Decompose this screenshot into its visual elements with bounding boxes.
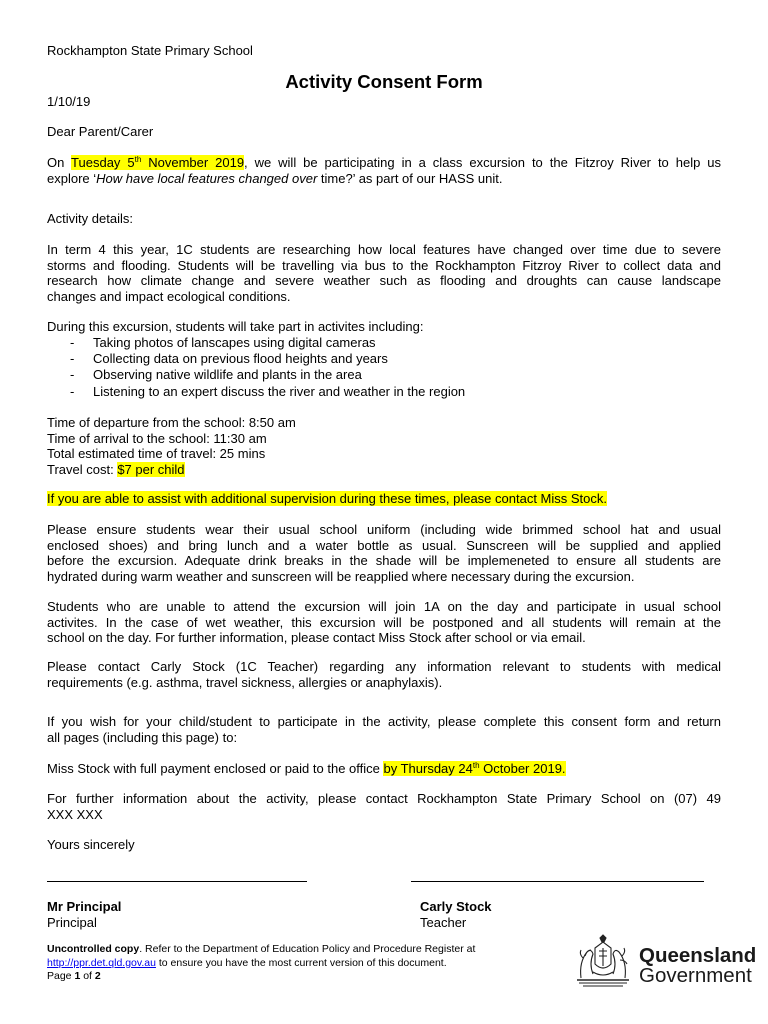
document-page: Rockhampton State Primary School Activity Consent Form 1/10/19 Dear Parent/Carer On Tuesday 5th November 2019, we will be participating in a class excursion to the Fitzroy River to help us explore ‘How have local features changed over time?’ as part of our HASS unit. Activity details: In term 4 this year, 1C students are researching how local features have changed over time due to severe storms and flooding. Students will be travelling via bus to the Rockhampton Fitzroy River to collect data and research how climate change and severe weather such as flooding and droughts can cause landscape changes and impact ecological conditions. During this excursion, students will take part in activites including: - Taking photos of lanscapes using digital cameras - Collecting data on previous flood heights and years - Observing native wildlife and plants in the area - Listening to an expert discuss the river and weather in the region Time of departure from the school: 8:50 am Time of arrival to the school: 11:30 am Total estimated time of travel: 25 mins Travel cost: $7 per child If you are able to assist with additional supervision during these times, please contact Miss Stock. Please ensure students wear their usual school uniform (including wide brimmed school hat and usual enclosed shoes) and bring lunch and a water bottle as usual. Sunscreen will be supplied and applied before the excursion. Adequate drink breaks in the shade will be implemeneted to ensure all students are hydrated during warm weather and sunscreen will be reapplied where necessary during the excursion. Students who are unable to attend the excursion will join 1A on the day and participate in usual school activites. In the case of wet weather, this excursion will be postponed and all students will remain at the school on the day. For further information, please contact Miss Stock after school or via email. Please contact Carly Stock (1C Teacher) regarding any information relevant to students with medical requirements (e.g. asthma, travel sickness, allergies or anaphylaxis). If you wish for your child/student to participate in the activity, please complete this consent form and return all pages (including this page) to: Miss Stock with full payment enclosed or paid to the office by Thursday 24th October 2019. For further information about the activity, please contact Rockhampton State Primary School on (07) 49 XXX XXX Yours sincerely Mr Principal Principal Carly Stock Teacher Uncontrolled copy. Refer to the Department of Education Policy and Procedure Register at http://ppr.det.qld.gov.au to ensure you have the most current version of this document. Page 1 of 2 Queensland Government (0, 0, 768, 1024)
principal-signature-line (47, 881, 307, 882)
travel-cost: Travel cost: $7 per child (47, 461, 185, 477)
due-date-highlight: by Thursday 24th October 2019. (383, 761, 566, 776)
arrival-time: Time of arrival to the school: 11:30 am (47, 430, 267, 446)
activities-intro: During this excursion, students will take part in activites including: (47, 319, 424, 334)
principal-name: Mr Principal (47, 899, 122, 914)
footer-notice-line-1: Uncontrolled copy. Refer to the Department of Education Policy and Procedure Register at (47, 943, 476, 955)
travel-time: Total estimated time of travel: 25 mins (47, 446, 266, 461)
letter-date: 1/10/19 (47, 94, 91, 109)
teacher-name: Carly Stock (420, 899, 492, 914)
queensland-coat-of-arms-icon (573, 934, 633, 990)
payment-instructions: Miss Stock with full payment enclosed or paid to the office by Thursday 24th October 2019. (47, 761, 566, 776)
details-line: In term 4 this year, 1C students are researching how local features have changed over time due to severe (47, 242, 721, 257)
uniform-line: before the excursion. Adequate drink breaks in the shade will be implemeneted to ensure all students are (47, 553, 721, 568)
teacher-role: Teacher (420, 914, 467, 930)
medical-line: Please contact Carly Stock (1C Teacher) regarding any information relevant to students with medical (47, 659, 721, 674)
school-name: Rockhampton State Primary School (47, 43, 253, 58)
departure-time: Time of departure from the school: 8:50 am (47, 415, 296, 430)
footer-notice-line-2: http://ppr.det.qld.gov.au to ensure you have the most current version of this document. (47, 956, 447, 969)
page-title: Activity Consent Form (285, 71, 483, 92)
details-line: research how climate change and severe weather such as flooding and droughts can cause landscape (47, 273, 721, 288)
travel-cost-highlight: $7 per child (117, 461, 185, 477)
uniform-line: Please ensure students wear their usual school uniform (including wide brimmed school hat and usual (47, 522, 721, 537)
logo-government-text: Government (639, 964, 752, 987)
salutation: Dear Parent/Carer (47, 124, 154, 139)
principal-role: Principal (47, 914, 97, 930)
supervision-request: If you are able to assist with additional supervision during these times, please contact Miss Stock. (47, 491, 608, 506)
page-number: Page 1 of 2 (47, 970, 101, 982)
excursion-date-highlight: Tuesday 5th November 2019 (71, 155, 245, 170)
logo-queensland-text: Queensland (639, 944, 757, 967)
return-line: all pages (including this page) to: (47, 729, 238, 745)
details-heading: Activity details: (47, 211, 133, 226)
medical-line: requirements (e.g. asthma, travel sickness, allergies or anaphylaxis). (47, 674, 443, 690)
intro-line-2: explore ‘How have local features changed over time?’ as part of our HASS unit. (47, 171, 503, 186)
further-info-line: For further information about the activity, please contact Rockhampton State Primary School on (07) 49 (47, 791, 721, 806)
intro-line-1: On Tuesday 5th November 2019, we will be participating in a class excursion to the Fitzroy River to help us (47, 155, 721, 170)
absence-line: school on the day. For further information, please contact Miss Stock after school or via email. (47, 630, 586, 645)
teacher-signature-line (411, 881, 704, 882)
uniform-line: hydrated during warm weather and sunscreen will be reapplied where necessary during the excursion. (47, 568, 635, 584)
details-line: changes and impact ecological conditions. (47, 288, 291, 304)
closing: Yours sincerely (47, 837, 135, 852)
absence-line: Students who are unable to attend the excursion will join 1A on the day and participate in usual school (47, 599, 721, 614)
policy-register-link[interactable]: http://ppr.det.qld.gov.au (47, 956, 156, 969)
further-info-line: XXX XXX (47, 806, 103, 822)
details-line: storms and flooding. Students will be travelling via bus to the Rockhampton Fitzroy River to collect data and (47, 257, 721, 273)
absence-line: activites. In the case of wet weather, this excursion will be postponed and all students will remain at the (47, 614, 721, 630)
uniform-line: enclosed shoes) and bring lunch and a water bottle as usual. Sunscreen will be supplied and applied (47, 537, 721, 553)
return-line: If you wish for your child/student to participate in the activity, please complete this consent form and return (47, 714, 721, 729)
